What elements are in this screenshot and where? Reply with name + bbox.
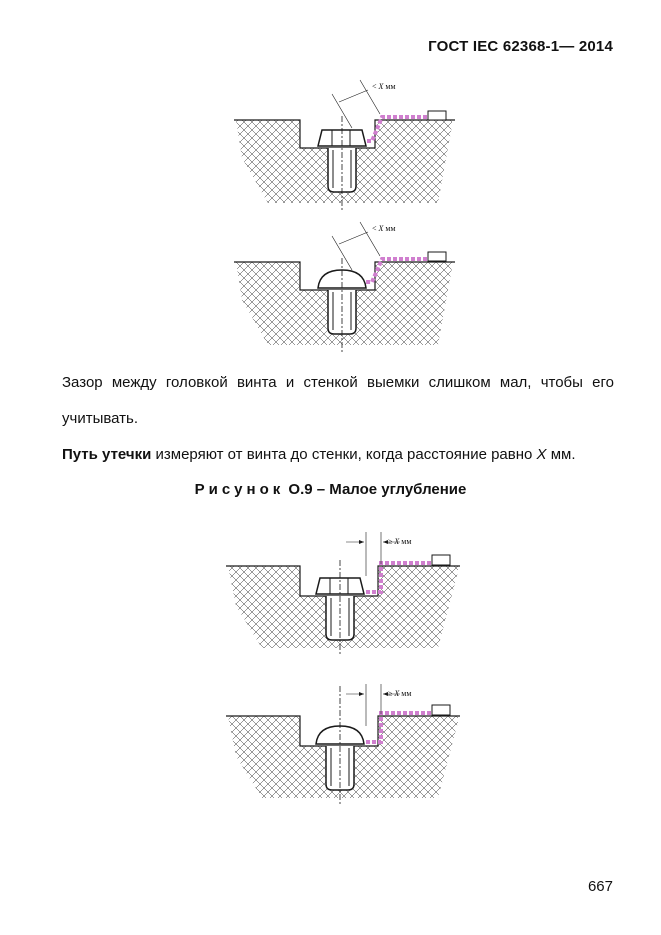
- diagram-wide-recess-hex-head: [0, 520, 661, 660]
- diagram-small-recess-hex-head: [0, 78, 661, 218]
- diagram-wide-recess-pan-head: [0, 668, 661, 808]
- dimension-label: ≥ X мм: [388, 537, 412, 546]
- conductor-block: [428, 252, 446, 261]
- diagram-small-recess-pan-head: [0, 218, 661, 358]
- creepage-statement: Путь утечки измеряют от винта до стенки, когда расстояние равно X мм.: [62, 446, 576, 463]
- figure-caption: Рисунок О.9 – Малое углубление: [194, 481, 467, 498]
- dimension-label: < X мм: [372, 224, 396, 233]
- conductor-block: [432, 555, 450, 565]
- page-number: 667: [587, 878, 613, 895]
- dimension-label: ≥ X мм: [388, 689, 412, 698]
- dimension-label: < X мм: [372, 82, 396, 91]
- conductor-block: [428, 111, 446, 120]
- description-line-2: учитывать.: [62, 410, 139, 427]
- conductor-block: [432, 705, 450, 715]
- description-line-1: Зазор между головкой винта и стенкой выемки слишком мал, чтобы его: [62, 374, 614, 391]
- creepage-term: Путь утечки: [62, 446, 152, 463]
- page-header: ГОСТ IEC 62368-1— 2014: [428, 38, 613, 55]
